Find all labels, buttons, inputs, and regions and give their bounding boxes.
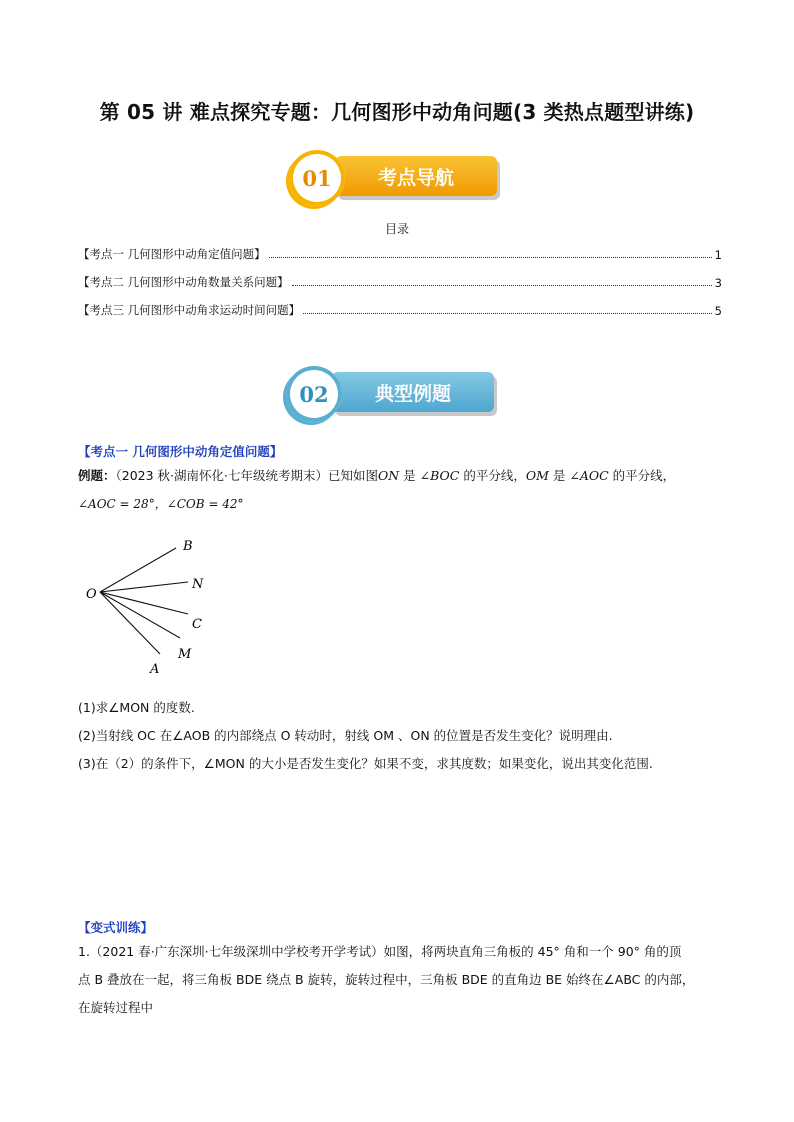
toc-item-page: 1 xyxy=(714,248,722,262)
toc-leader xyxy=(292,285,712,286)
toc-item-label: 【考点三 几何图形中动角求运动时间问题】 xyxy=(78,303,301,317)
label-o: O xyxy=(86,587,97,602)
example-t3: ∠BOC xyxy=(419,468,460,483)
banner-examples xyxy=(286,366,508,422)
example-line-2: ∠AOC = 28°，∠COB = 42° xyxy=(78,497,244,511)
toc-item-2[interactable] xyxy=(78,272,722,290)
banner-examples-number: 02 xyxy=(286,366,342,422)
training-line-1: 1.（2021 春·广东深圳·七年级深圳中学校考开学考试）如图，将两块直角三角板的 45° 角和一个 90° 角的顶 xyxy=(78,944,682,959)
toc-leader xyxy=(303,313,712,314)
example-t1: ON xyxy=(378,468,400,483)
question-3: (3)在（2）的条件下，∠MON 的大小是否发生变化？如果不变，求其度数；如果变化，说出其变化范围. xyxy=(78,756,653,771)
banner-examples-label: 典型例题 xyxy=(332,372,494,412)
ray-om xyxy=(100,592,180,638)
toc-item-page: 3 xyxy=(714,276,722,290)
question-1: (1)求∠MON 的度数. xyxy=(78,700,195,715)
example-t7: ∠AOC xyxy=(569,468,609,483)
ray-ob xyxy=(100,548,176,592)
toc-item-label: 【考点二 几何图形中动角数量关系问题】 xyxy=(78,275,289,289)
toc-title: 目录 xyxy=(384,222,409,236)
label-m: M xyxy=(178,647,192,662)
example-prefix: 例题： xyxy=(78,468,116,483)
angle-figure xyxy=(78,534,258,684)
label-b: B xyxy=(183,539,193,554)
ray-oc xyxy=(100,592,188,614)
toc-item-label: 【考点一 几何图形中动角定值问题】 xyxy=(78,247,266,261)
example-t6: 是 xyxy=(548,468,570,483)
example-source: （2023 秋·湖南怀化·七年级统考期末）已知如图 xyxy=(115,468,378,483)
training-line-3: 在旋转过程中 xyxy=(78,1000,154,1015)
example-line-1 xyxy=(78,466,728,486)
label-c: C xyxy=(192,617,202,632)
training-label: 【变式训练】 xyxy=(78,920,154,935)
ray-on xyxy=(100,582,188,592)
section1-label: 【考点一 几何图形中动角定值问题】 xyxy=(78,444,283,459)
ray-oa xyxy=(100,592,160,654)
example-t4: 的平分线， xyxy=(459,468,526,483)
banner-nav-label: 考点导航 xyxy=(335,156,497,196)
toc-item-3[interactable] xyxy=(78,300,722,318)
toc-leader xyxy=(269,257,712,258)
toc-item-page: 5 xyxy=(714,304,722,318)
example-t5: OM xyxy=(525,468,549,483)
page-title: 第 05 讲 难点探究专题：几何图形中动角问题(3 类热点题型讲练) xyxy=(99,100,695,124)
banner-nav xyxy=(289,150,509,206)
label-a: A xyxy=(150,662,160,677)
training-line-2: 点 B 叠放在一起，将三角板 BDE 绕点 B 旋转，旋转过程中，三角板 BDE 的直角边 BE 始终在∠ABC 的内部， xyxy=(78,972,695,987)
banner-nav-number: 01 xyxy=(289,150,345,206)
example-t2: 是 xyxy=(399,468,420,483)
example-t8: 的平分线， xyxy=(608,468,676,483)
toc-item-1[interactable] xyxy=(78,244,722,262)
question-2: (2)当射线 OC 在∠AOB 的内部绕点 O 转动时，射线 OM 、ON 的位置是否发生变化？说明理由. xyxy=(78,728,613,743)
label-n: N xyxy=(192,577,204,592)
